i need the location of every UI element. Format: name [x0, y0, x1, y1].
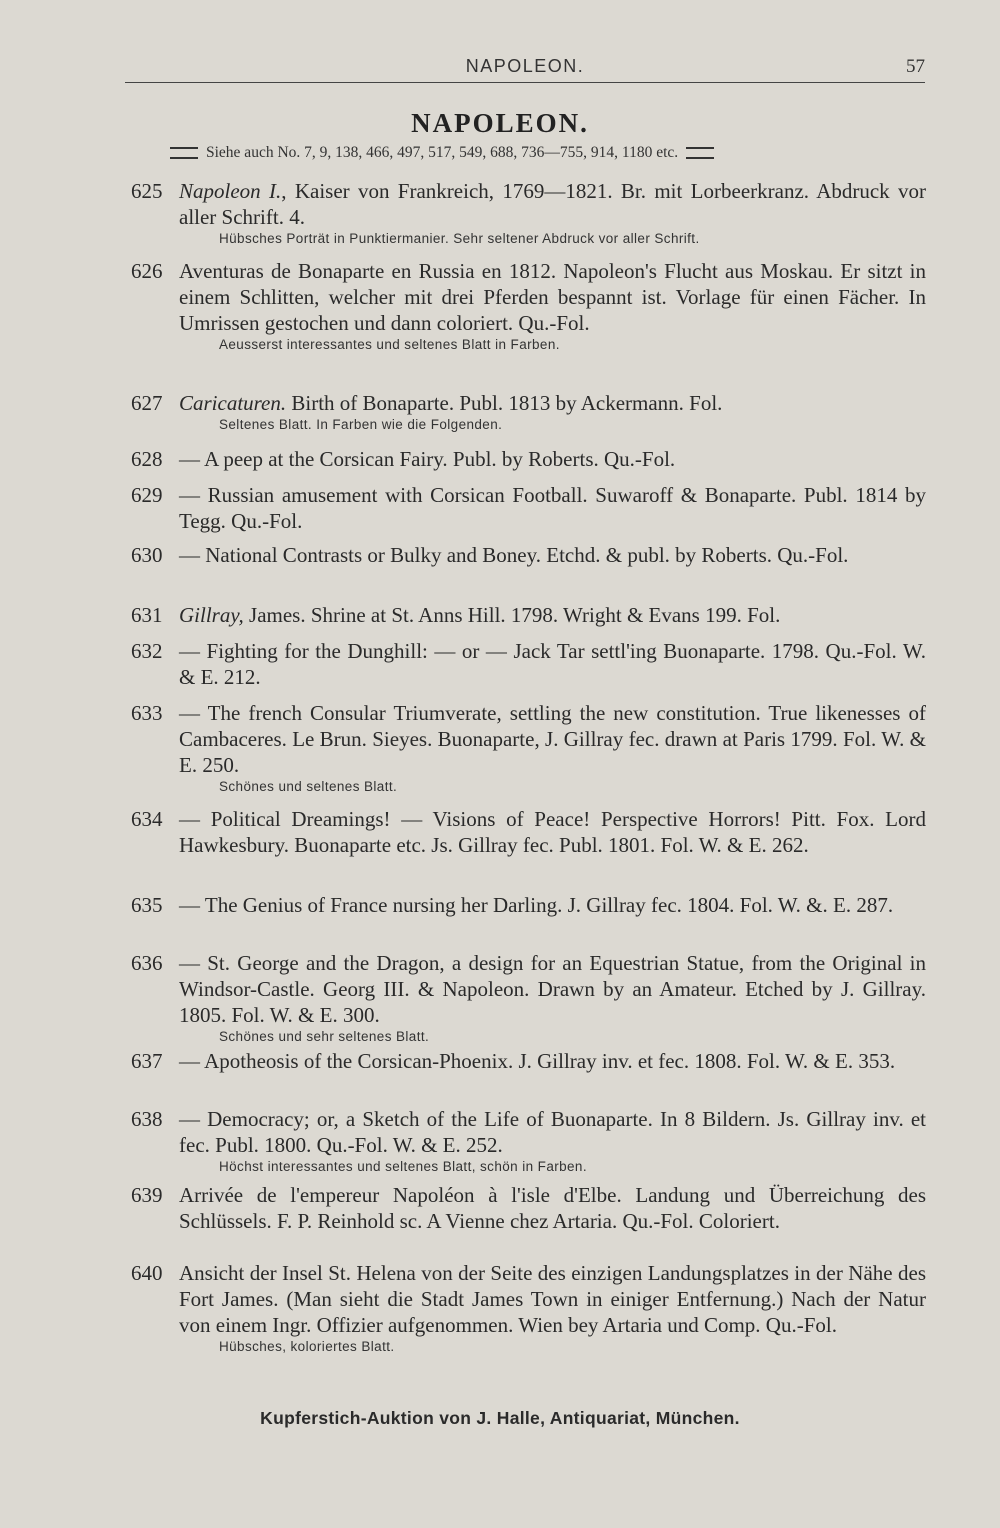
- entry-number: 635: [131, 893, 163, 917]
- entry-description: — St. George and the Dragon, a design for an Equestrian Statue, from the Original in Windsor-Castle. Georg III. & Napoleon. Drawn by an Amateur. Etched by J. Gillray. 1805. Fol. W. & E. 300.: [179, 951, 926, 1027]
- entry-description: — Fighting for the Dunghill: — or — Jack Tar settl'ing Buonaparte. 1798. Qu.-Fol. W. & E. 212.: [179, 639, 926, 689]
- entry-note: Hübsches, koloriertes Blatt.: [219, 1339, 395, 1354]
- entry-number: 626: [131, 259, 163, 283]
- entry-description: Arrivée de l'empereur Napoléon à l'isle d'Elbe. Landung und Überreichung des Schlüssels. F. P. Reinhold sc. A Vienne chez Artaria. Qu.-Fol. Coloriert.: [179, 1183, 926, 1233]
- entry-description: — The french Consular Triumverate, settling the new constitution. True likenesses of Cambaceres. Le Brun. Sieyes. Buonaparte, J. Gillray fec. drawn at Paris 1799. Fol. W. & E. 250.: [179, 701, 926, 777]
- entry-number: 634: [131, 807, 163, 831]
- double-rule-icon: [686, 147, 714, 159]
- entry-text: [179, 892, 926, 918]
- catalog-entry: [131, 602, 926, 628]
- entry-note: Schönes und sehr seltenes Blatt.: [219, 1029, 430, 1044]
- catalog-entry: [131, 258, 926, 354]
- entry-number: 628: [131, 447, 163, 471]
- entry-text: [179, 700, 926, 778]
- catalog-entry: [131, 892, 926, 918]
- entry-description: — A peep at the Corsican Fairy. Publ. by Roberts. Qu.-Fol.: [179, 447, 676, 471]
- entry-description: Ansicht der Insel St. Helena von der Seite des einzigen Landungsplatzes in der Nähe des Fort James. (Man sieht die Stadt James Town in einiger Entfernung.) Nach der Natur von einem Ingr. Offizier aufgenommen. Wien bey Artaria und Comp. Qu.-Fol.: [179, 1261, 926, 1337]
- entry-text: [179, 638, 926, 690]
- catalog-entry: [131, 1260, 926, 1356]
- entry-number: 637: [131, 1049, 163, 1073]
- entry-text: [179, 178, 926, 230]
- entry-description: , Kaiser von Frankreich, 1769—1821. Br. mit Lorbeerkranz. Abdruck vor aller Schrift. 4.: [179, 179, 926, 229]
- entry-number: 627: [131, 391, 163, 415]
- entry-description: — The Genius of France nursing her Darling. J. Gillray fec. 1804. Fol. W. &. E. 287.: [179, 893, 894, 917]
- catalog-entry: [131, 1048, 926, 1074]
- page-header: [125, 52, 925, 82]
- entry-description: — National Contrasts or Bulky and Boney. Etchd. & publ. by Roberts. Qu.-Fol.: [179, 543, 849, 567]
- entry-lead: Gillray,: [179, 603, 244, 627]
- entry-description: — Russian amusement with Corsican Football. Suwaroff & Bonaparte. Publ. 1814 by Tegg. Qu.-Fol.: [179, 483, 926, 533]
- entry-description: Aventuras de Bonaparte en Russia en 1812. Napoleon's Flucht aus Moskau. Er sitzt in einem Schlitten, welcher mit drei Pferden bespannt ist. Vorlage für einen Fächer. In Umrissen gestochen und dann coloriert. Qu.-Fol.: [179, 259, 926, 335]
- entry-note: Seltenes Blatt. In Farben wie die Folgenden.: [219, 417, 503, 432]
- double-rule-icon: [170, 147, 198, 159]
- catalog-entry: [131, 700, 926, 796]
- entry-description: James. Shrine at St. Anns Hill. 1798. Wright & Evans 199. Fol.: [243, 603, 781, 627]
- header-rule: [125, 82, 925, 83]
- catalog-entry: [131, 950, 926, 1046]
- catalog-entry: [131, 1106, 926, 1176]
- catalog-entry: [131, 178, 926, 248]
- entry-note: Hübsches Porträt in Punktiermanier. Sehr seltener Abdruck vor aller Schrift.: [219, 231, 700, 246]
- see-also-line: [170, 144, 910, 162]
- catalog-entry: [131, 390, 926, 434]
- entry-number: 625: [131, 179, 163, 203]
- entry-text: [179, 482, 926, 534]
- page-number: 57: [906, 56, 925, 77]
- entry-note: Höchst interessantes und seltenes Blatt, schön in Farben.: [219, 1159, 587, 1174]
- entry-text: [179, 390, 926, 416]
- entry-description: — Apotheosis of the Corsican-Phoenix. J. Gillray inv. et fec. 1808. Fol. W. & E. 353.: [179, 1049, 896, 1073]
- entry-text: [179, 258, 926, 336]
- entry-note: Aeusserst interessantes und seltenes Blatt in Farben.: [219, 337, 560, 352]
- entry-text: [179, 446, 926, 472]
- entry-text: [179, 1182, 926, 1234]
- section-title: NAPOLEON.: [411, 108, 589, 138]
- entry-text: [179, 1106, 926, 1158]
- catalog-entry: [131, 482, 926, 534]
- entry-text: [179, 602, 926, 628]
- entry-text: [179, 806, 926, 858]
- entry-text: [179, 542, 926, 568]
- entry-text: [179, 1260, 926, 1338]
- entry-lead: Caricaturen.: [179, 391, 287, 415]
- entry-description: Birth of Bonaparte. Publ. 1813 by Ackermann. Fol.: [286, 391, 723, 415]
- entry-number: 630: [131, 543, 163, 567]
- entry-number: 636: [131, 951, 163, 975]
- entry-number: 631: [131, 603, 163, 627]
- catalog-entry: [131, 542, 926, 568]
- entry-number: 639: [131, 1183, 163, 1207]
- footer-imprint: Kupferstich-Auktion von J. Halle, Antiquariat, München.: [260, 1408, 740, 1428]
- catalog-entry: [131, 638, 926, 690]
- entry-number: 633: [131, 701, 163, 725]
- entry-description: — Democracy; or, a Sketch of the Life of Buonaparte. In 8 Bildern. Js. Gillray inv. et fec. Publ. 1800. Qu.-Fol. W. & E. 252.: [179, 1107, 926, 1157]
- entry-description: — Political Dreamings! — Visions of Peace! Perspective Horrors! Pitt. Fox. Lord Hawkesbury. Buonaparte etc. Js. Gillray fec. Publ. 1801. Fol. W. & E. 262.: [179, 807, 926, 857]
- catalog-entry: [131, 806, 926, 858]
- see-also-text: Siehe auch No. 7, 9, 138, 466, 497, 517, 549, 688, 736—755, 914, 1180 etc.: [206, 144, 679, 161]
- catalog-entry: [131, 446, 926, 472]
- entry-note: Schönes und seltenes Blatt.: [219, 779, 398, 794]
- catalog-entry: [131, 1182, 926, 1234]
- entry-number: 629: [131, 483, 163, 507]
- entry-number: 640: [131, 1261, 163, 1285]
- running-title: NAPOLEON.: [465, 56, 585, 76]
- entry-number: 638: [131, 1107, 163, 1131]
- entry-number: 632: [131, 639, 163, 663]
- entry-text: [179, 950, 926, 1028]
- entry-text: [179, 1048, 926, 1074]
- entry-lead: Napoleon I.: [179, 179, 282, 203]
